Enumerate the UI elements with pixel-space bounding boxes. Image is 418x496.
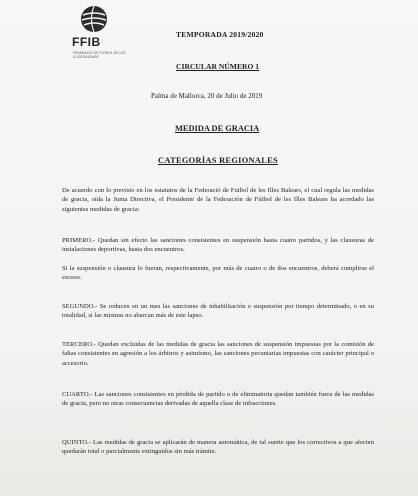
document-title: MEDIDA DE GRACIA	[175, 124, 260, 133]
football-icon	[80, 5, 108, 33]
logo-subtitle: FEDERACIÓ DE FUTBOL DE LES ILLES BALEARS	[73, 51, 126, 59]
article-primero: PRIMERO.- Quedan sin efecto las sanciones consistentes en suspensión hasta cuatro partidos, y las clausuras de instalaciones deportivas, hasta dos encuentros.	[62, 237, 374, 254]
season-heading: TEMPORADA 2019/2020	[176, 30, 264, 39]
article-segundo: SEGUNDO.- Se reducen en un mes las sanciones de inhabilitación o suspensión por tiempo determinado, o en su totalidad, si las mismas no abarcan más de este lapso.	[62, 303, 374, 320]
article-tercero: TERCERO.- Quedan excluidas de las medidas de gracia las sanciones de suspensión impuestas por la comisión de faltas consistentes en agresión a los árbitros y asimismo, las sanciones pecuniarias impuestas con carácter principal o accesorio.	[62, 341, 374, 367]
intro-paragraph: De acuerdo con lo previsto en los estatutos de la Federació de Futbol de les Illes Balears, el cual regula las medidas de gracia, oída la Junta Directiva, el Presidente de la Federación de Fútbol de les Illes Balears ha acordado las siguientes medidas de gracia:	[62, 187, 374, 213]
article-quinto: QUINTO.- Las medidas de gracia se aplicarán de manera automática, de tal suerte que los correctivos a que afecten quedarán total o parcialmente extinguidos sin más trámite.	[62, 439, 374, 456]
date-line: Palma de Mallorca, 20 de Julio de 2019	[151, 92, 263, 100]
logo-text: FFIB	[72, 35, 101, 49]
article-primero-note: Si la suspensión o clausura lo fueran, respectivamente, por más de cuatro o de dos encuentros, deberá cumplirse el exceso.	[62, 265, 374, 282]
document-subtitle: CATEGORÍAS REGIONALES	[158, 156, 278, 165]
article-cuarto: CUARTO.- Las sanciones consistentes en pérdida de partido o de eliminatoria quedan también fuera de las medidas de gracia, pero no otras consecuencias derivadas de aquella clase de infracciones.	[62, 391, 374, 408]
ffib-logo	[68, 5, 138, 63]
circular-number: CIRCULAR NÚMERO 1	[176, 62, 260, 71]
